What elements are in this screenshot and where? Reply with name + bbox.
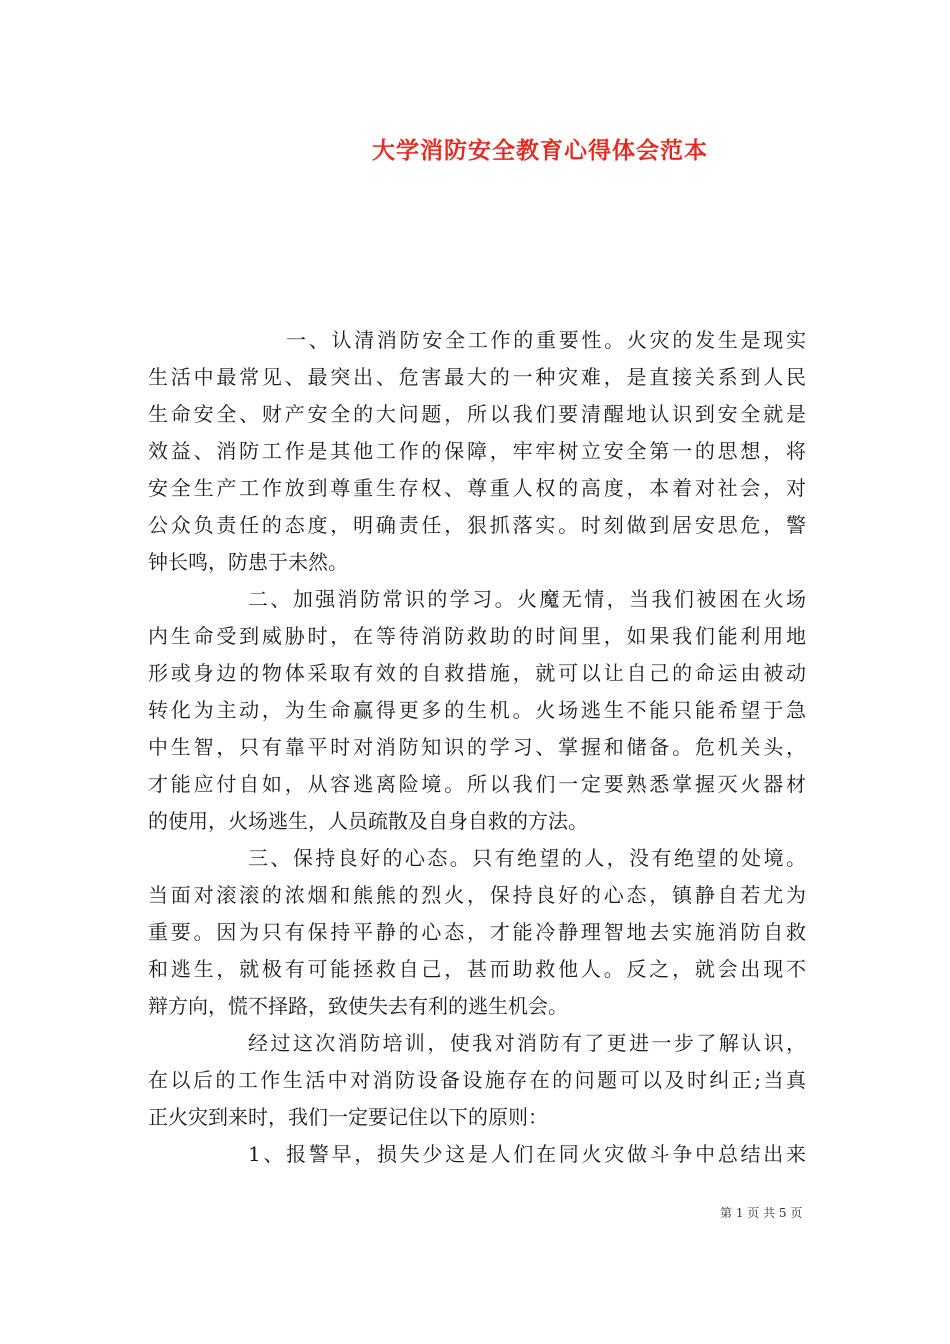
paragraph-5-line: 1、报警早，损失少这是人们在同火灾做斗争中总结出来 [248,1142,806,1166]
paragraph-4-line: 在以后的工作生活中对消防设备设施存在的问题可以及时纠正;当真 [148,1068,806,1092]
paragraph-3-line: 重要。因为只有保持平静的心态，才能冷静理智地去实施消防自救 [148,920,806,944]
paragraph-1-line: 效益、消防工作是其他工作的保障，牢牢树立安全第一的思想，将 [148,439,806,463]
paragraph-3-line: 当面对滚滚的浓烟和熊熊的烈火，保持良好的心态，镇静自若尤为 [148,883,806,907]
document-body [148,322,806,1173]
paragraph-1-line: 钟长鸣，防患于未然。 [148,550,348,574]
paragraph-1-line: 安全生产工作放到尊重生存权、尊重人权的高度，本着对社会，对 [148,476,806,500]
paragraph-2-line: 中生智，只有靠平时对消防知识的学习、掌握和储备。危机关头， [148,735,806,759]
paragraph-2-line: 内生命受到威胁时，在等待消防救助的时间里，如果我们能利用地 [148,624,806,648]
paragraph-2-line: 的使用，火场逃生，人员疏散及自身自救的方法。 [148,809,588,833]
document-title: 大学消防安全教育心得体会范本 [372,137,708,164]
paragraph-1-line: 公众负责任的态度，明确责任，狠抓落实。时刻做到居安思危，警 [148,513,806,537]
paragraph-1-line: 生活中最常见、最突出、危害最大的一种灾难，是直接关系到人民 [148,365,806,389]
paragraph-4-line: 正火灾到来时，我们一定要记住以下的原则： [148,1105,548,1129]
paragraph-2-line: 形或身边的物体采取有效的自救措施，就可以让自己的命运由被动 [148,661,806,685]
paragraph-2-line: 转化为主动，为生命赢得更多的生机。火场逃生不能只能希望于急 [148,698,806,722]
paragraph-1-line: 一、认清消防安全工作的重要性。火灾的发生是现实 [286,328,806,352]
paragraph-1-line: 生命安全、财产安全的大问题，所以我们要清醒地认识到安全就是 [148,402,806,426]
page-number: 第 1 页 共 5 页 [720,1206,803,1220]
paragraph-3-line: 三、保持良好的心态。只有绝望的人，没有绝望的处境。 [248,846,806,870]
paragraph-2-line: 才能应付自如，从容逃离险境。所以我们一定要熟悉掌握灭火器材 [148,772,806,796]
paragraph-4-line: 经过这次消防培训，使我对消防有了更进一步了解认识， [248,1031,806,1055]
paragraph-3-line: 辩方向，慌不择路，致使失去有利的逃生机会。 [148,994,568,1018]
paragraph-3-line: 和逃生，就极有可能拯救自己，甚而助救他人。反之，就会出现不 [148,957,806,981]
paragraph-2-line: 二、加强消防常识的学习。火魔无情，当我们被困在火场 [248,587,806,611]
